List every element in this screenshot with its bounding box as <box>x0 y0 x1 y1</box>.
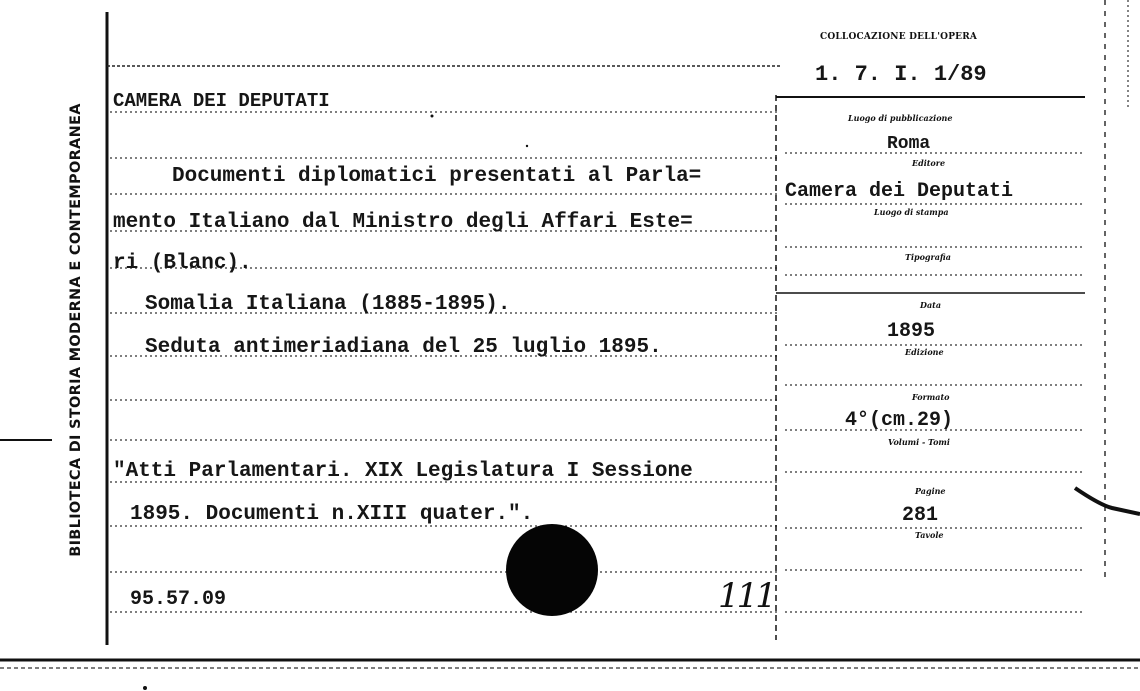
library-side-label-text: BIBLIOTECA DI STORIA MODERNA E CONTEMPORANEA <box>68 103 84 557</box>
series-line-1: "Atti Parlamentari. XIX Legislatura I Sessione <box>113 460 693 483</box>
collocation-value: 1. 7. I. 1/89 <box>815 62 987 87</box>
place-label: Luogo di pubblicazione <box>848 113 953 123</box>
ink-blot <box>506 524 598 616</box>
place-value: Roma <box>887 134 931 154</box>
series-line-2: 1895. Documenti n.XIII quater.". <box>130 503 534 526</box>
publisher-label: Editore <box>912 158 946 168</box>
date-value: 1895 <box>887 320 936 343</box>
author-heading: CAMERA DEI DEPUTATI <box>113 90 330 112</box>
title-line-2: mento Italiano dal Ministro degli Affari Este= <box>113 211 693 234</box>
title-line-3: ri (Blanc). <box>113 252 252 275</box>
publisher-value: Camera dei Deputati <box>785 180 1014 203</box>
print-place-label: Luogo di stampa <box>874 207 949 217</box>
volumes-label: Volumi - Tomi <box>888 437 950 447</box>
printer-label: Tipografia <box>905 252 951 262</box>
inventory-number: 95.57.09 <box>130 588 227 611</box>
pages-value: 281 <box>902 504 939 527</box>
format-value: 4°(cm.29) <box>845 409 954 432</box>
pages-label: Pagine <box>915 486 946 496</box>
subject-line-2: Seduta antimeriadiana del 25 luglio 1895. <box>145 336 662 359</box>
date-label: Data <box>920 300 941 310</box>
plates-label: Tavole <box>915 530 944 540</box>
title-line-1: Documenti diplomatici presentati al Parla= <box>172 165 702 188</box>
format-label: Formato <box>912 392 950 402</box>
edition-label: Edizione <box>905 347 944 357</box>
subject-line-1: Somalia Italiana (1885-1895). <box>145 293 511 316</box>
collocation-heading: COLLOCAZIONE DELL'OPERA <box>820 32 978 42</box>
handwritten-mark: 111 <box>718 576 774 616</box>
